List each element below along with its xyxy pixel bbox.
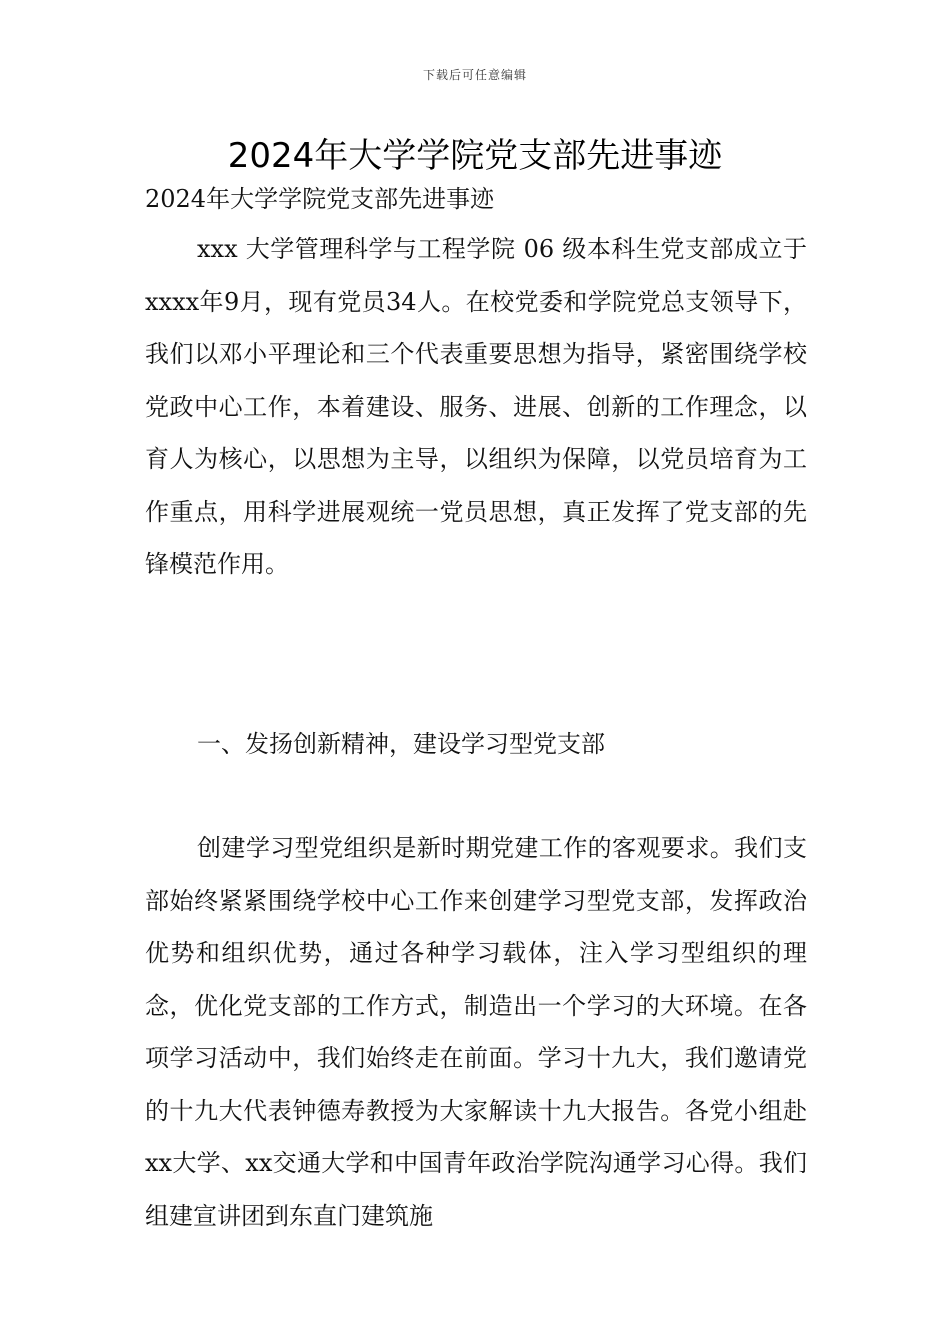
document-subtitle: 2024年大学学院党支部先进事迹 [145, 185, 495, 213]
paragraph-intro: xxx 大学管理科学与工程学院 06 级本科生党支部成立于xxxx年9月，现有党员34人。在校党委和学院党总支领导下，我们以邓小平理论和三个代表重要思想为指导，紧密围绕学校党政中心工作，本着建设、服务、进展、创新的工作理念，以育人为核心，以思想为主导，以组织为保障，以党员培育为工作重点，用科学进展观统一党员思想，真正发挥了党支部的先锋模范作用。 [145, 235, 807, 578]
paragraph-learning: 创建学习型党组织是新时期党建工作的客观要求。我们支部始终紧紧围绕学校中心工作来创建学习型党支部，发挥政治优势和组织优势，通过各种学习载体，注入学习型组织的理念，优化党支部的工作方式，制造出一个学习的大环境。在各项学习活动中，我们始终走在前面。学习十九大，我们邀请党的十九大代表钟德寿教授为大家解读十九大报告。各党小组赴xx大学、xx交通大学和中国青年政治学院沟通学习心得。我们组建宣讲团到东直门建筑施 [145, 834, 807, 1230]
header-note: 下载后可任意编辑 [422, 68, 527, 82]
section-heading: 一、发扬创新精神，建设学习型党支部 [197, 730, 605, 758]
document-title: 2024年大学学院党支部先进事迹 [227, 136, 723, 176]
